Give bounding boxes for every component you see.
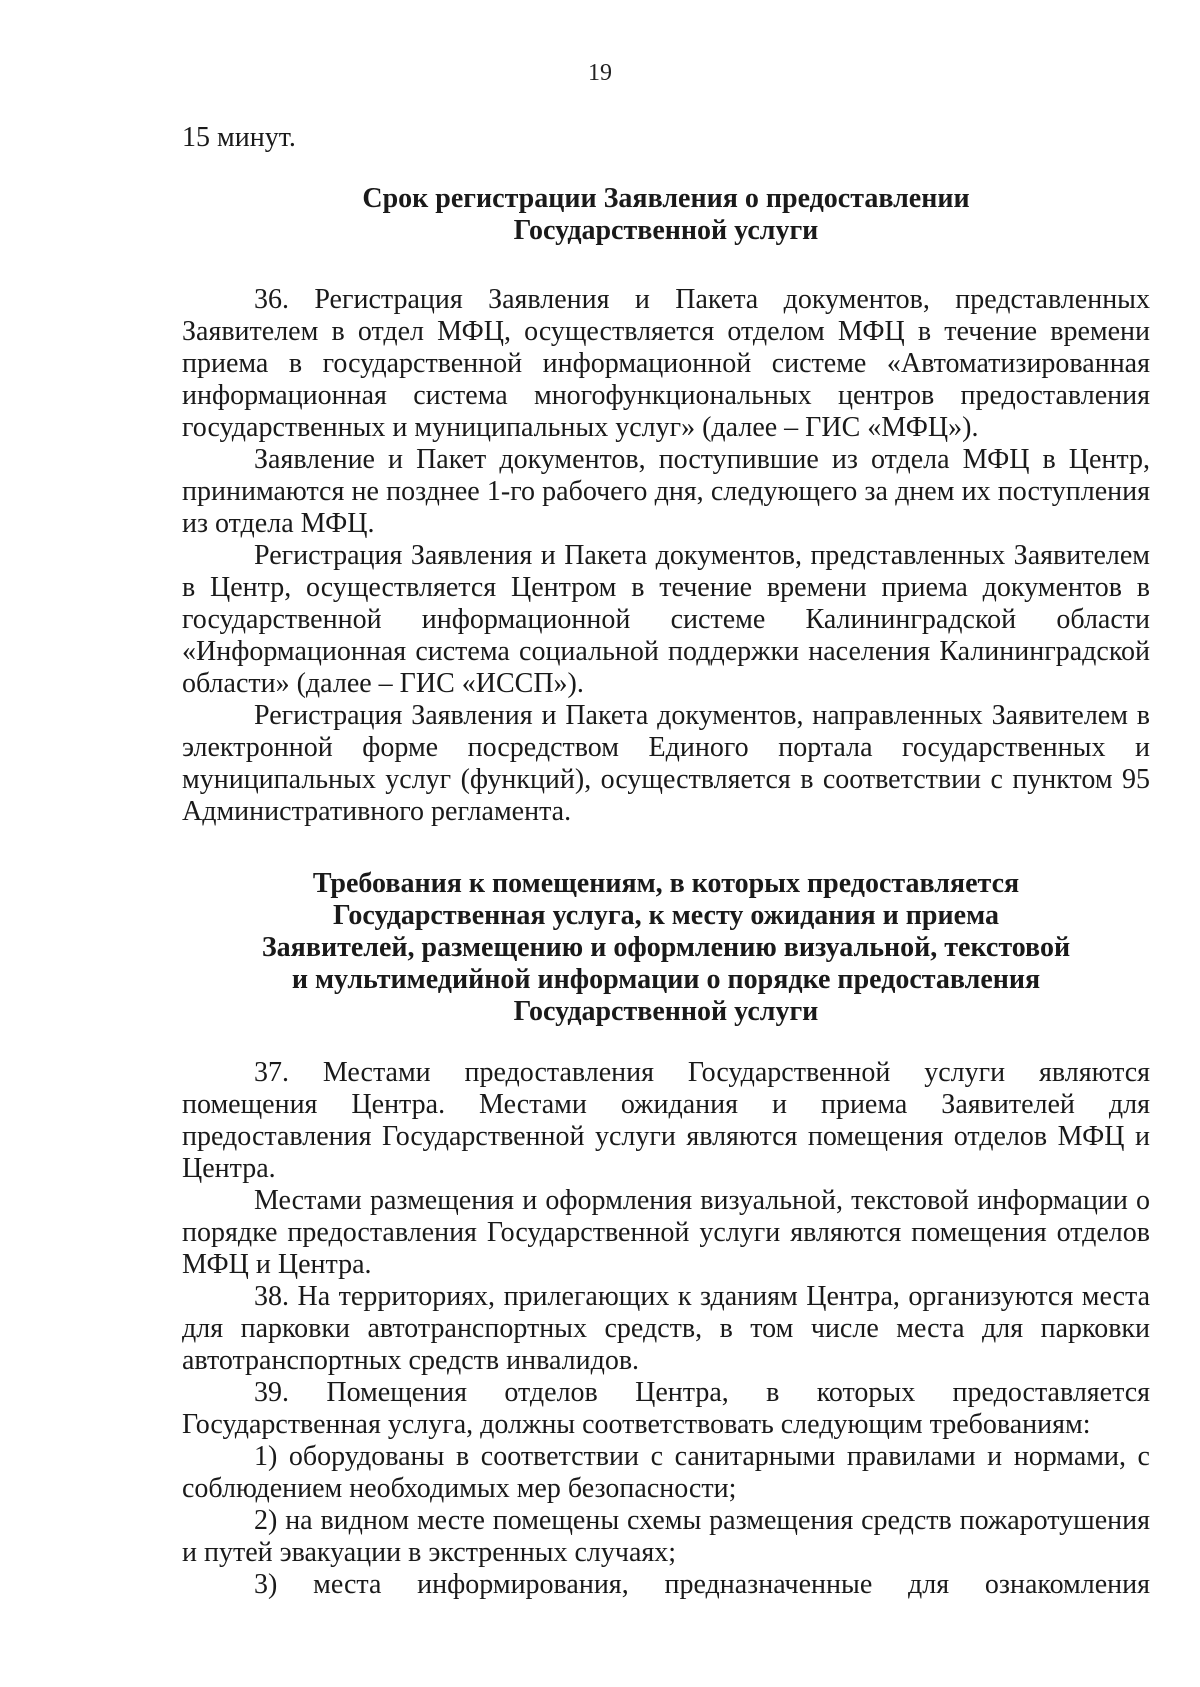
section-heading-registration: [182, 183, 1150, 247]
section-premises-body: [182, 1057, 1150, 1601]
paragraph-39: 39. Помещения отделов Центра, в которых предоставляется Государственная услуга, должны соответствовать следующим требованиям:: [182, 1377, 1150, 1440]
heading-line: Государственной услуги: [513, 215, 819, 246]
paragraph-37: 37. Местами предоставления Государственной услуги являются помещения Центра. Местами ожидания и приема Заявителей для предоставления Государственной услуги являются помещения отделов МФЦ и Центра.: [182, 1057, 1150, 1184]
list-item-2: 2) на видном месте помещены схемы размещения средств пожаротушения и путей эвакуации в экстренных случаях;: [182, 1505, 1150, 1568]
continuation-text: [182, 122, 1150, 154]
paragraph-center-registration: Регистрация Заявления и Пакета документов, представленных Заявителем в Центр, осуществляется Центром в течение времени приема документов в государственной информационной системе Калининградской области «Информационная система социальной поддержки населения Калининградской области» (далее – ГИС «ИССП»).: [182, 540, 1150, 699]
heading-line: Срок регистрации Заявления о предоставлении: [362, 183, 970, 214]
list-item-1: 1) оборудованы в соответствии с санитарными правилами и нормами, с соблюдением необходимых мер безопасности;: [182, 1441, 1150, 1504]
section-registration-body: [182, 284, 1150, 828]
section-heading-premises: [182, 868, 1150, 1028]
heading-line: Государственная услуга, к месту ожидания и приема: [333, 900, 999, 931]
list-item-3: 3) места информирования, предназначенные для ознакомления: [254, 1569, 1150, 1600]
paragraph-portal-registration: Регистрация Заявления и Пакета документов, направленных Заявителем в электронной форме посредством Единого портала государственных и муниципальных услуг (функций), осуществляется в соответствии с пунктом 95 Административного регламента.: [182, 700, 1150, 827]
heading-line: и мультимедийной информации о порядке предоставления: [291, 964, 1041, 995]
paragraph-mfc-transfer: Заявление и Пакет документов, поступившие из отдела МФЦ в Центр, принимаются не позднее 1-го рабочего дня, следующего за днем их поступления из отдела МФЦ.: [182, 444, 1150, 539]
heading-line: Государственной услуги: [513, 996, 819, 1027]
heading-line: Требования к помещениям, в которых предоставляется: [312, 868, 1020, 899]
heading-line: Заявителей, размещению и оформлению визуальной, текстовой: [261, 932, 1071, 963]
paragraph-info-placement: Местами размещения и оформления визуальной, текстовой информации о порядке предоставления Государственной услуги являются помещения отделов МФЦ и Центра.: [182, 1185, 1150, 1280]
paragraph-36: 36. Регистрация Заявления и Пакета документов, представленных Заявителем в отдел МФЦ, осуществляется отделом МФЦ в течение времени приема в государственной информационной системе «Автоматизированная информационная система многофункциональных центров предоставления государственных и муниципальных услуг» (далее – ГИС «МФЦ»).: [182, 284, 1150, 443]
page-number: 19: [588, 60, 612, 86]
paragraph-38: 38. На территориях, прилегающих к зданиям Центра, организуются места для парковки автотранспортных средств, в том числе места для парковки автотранспортных средств инвалидов.: [182, 1281, 1150, 1376]
continuation-line: 15 минут.: [182, 122, 296, 153]
